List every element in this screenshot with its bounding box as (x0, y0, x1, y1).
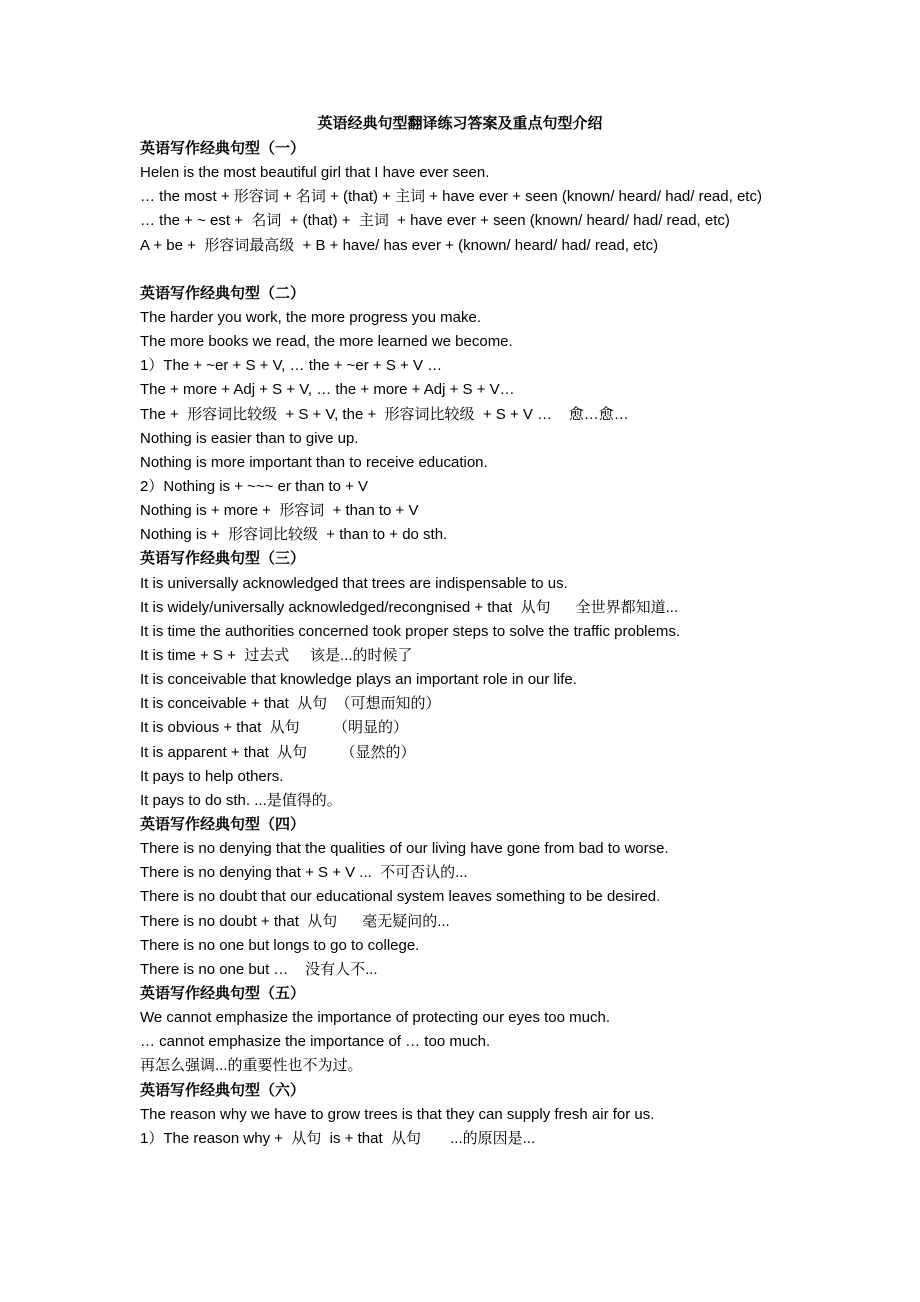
text-line: It is time + S + 过去式 该是...的时候了 (140, 646, 413, 664)
text-line: 1）The reason why + 从句 is + that 从句 ...的原因是... (140, 1129, 536, 1147)
text-line: 1）The + ~er + S + V, … the + ~er + S + V … (140, 357, 443, 375)
section-heading: 英语写作经典句型（二） (140, 284, 306, 302)
text-line: The harder you work, the more progress you make. (140, 309, 481, 326)
section-heading: 英语写作经典句型（六） (140, 1081, 306, 1099)
text-line: There is no denying that the qualities of our living have gone from bad to worse. (140, 840, 669, 858)
section-heading: 英语写作经典句型（一） (140, 140, 306, 157)
text-line: Nothing is + 形容词比较级 + than to + do sth. (140, 526, 448, 544)
text-line: 2）Nothing is + ~~~ er than to + V (140, 477, 369, 495)
document-title: 英语经典句型翻译练习答案及重点句型介绍 (317, 115, 603, 132)
text-line: There is no denying that + S + V ... 不可否认的... (140, 864, 468, 882)
text-line: The + more + Adj + S + V, … the + more + Adj + S + V… (140, 381, 515, 399)
text-line: It is widely/universally acknowledged/recongnised + that 从句 全世界都知道... (140, 598, 679, 616)
section-heading: 英语写作经典句型（四） (140, 815, 306, 833)
text-line: Nothing is more important than to receive education. (140, 453, 488, 471)
text-line: … the + ~ est + 名词 + (that) + 主词 + have ever + seen (known/ heard/ had/ read, etc) (140, 212, 730, 230)
text-line: It is conceivable that knowledge plays an important role in our life. (140, 671, 577, 689)
text-line: The reason why we have to grow trees is that they can supply fresh air for us. (140, 1105, 655, 1123)
text-line: It is universally acknowledged that trees are indispensable to us. (140, 574, 568, 592)
text-line: It is obvious + that 从句 （明显的） (140, 719, 408, 737)
text-line: There is no doubt that our educational system leaves something to be desired. (140, 888, 661, 906)
text-line: There is no doubt + that 从句 毫无疑问的... (140, 912, 450, 930)
section-heading: 英语写作经典句型（五） (140, 984, 306, 1002)
text-line: A + be + 形容词最高级 + B + have/ has ever + (known/ heard/ had/ read, etc) (140, 236, 659, 254)
text-line: We cannot emphasize the importance of protecting our eyes too much. (140, 1009, 610, 1027)
text-line: Nothing is + more + 形容词 + than to + V (140, 502, 419, 520)
document-body (140, 137, 800, 1151)
text-line: It is apparent + that 从句 （显然的） (140, 743, 416, 761)
text-line: 再怎么强调...的重要性也不为过。 (140, 1057, 363, 1075)
text-line: It pays to help others. (140, 767, 284, 785)
text-line: There is no one but longs to go to college. (140, 936, 420, 954)
text-line: There is no one but … 没有人不... (140, 960, 378, 978)
section-heading: 英语写作经典句型（三） (140, 550, 306, 568)
text-line: The more books we read, the more learned we become. (140, 333, 513, 351)
text-line: It pays to do sth. ...是值得的。 (140, 791, 342, 809)
text-line: … cannot emphasize the importance of … too much. (140, 1033, 491, 1051)
text-line: Helen is the most beautiful girl that I have ever seen. (140, 164, 490, 182)
text-line: It is conceivable + that 从句 （可想而知的） (140, 695, 441, 713)
text-line: The + 形容词比较级 + S + V, the + 形容词比较级 + S + V … 愈…愈… (140, 405, 629, 423)
text-line: … the most + 形容词 + 名词 + (that) + 主词 + have ever + seen (known/ heard/ had/ read, etc) (140, 188, 762, 206)
blank-line (140, 258, 800, 282)
text-line: Nothing is easier than to give up. (140, 429, 359, 447)
text-line: It is time the authorities concerned took proper steps to solve the traffic problems. (140, 622, 680, 640)
